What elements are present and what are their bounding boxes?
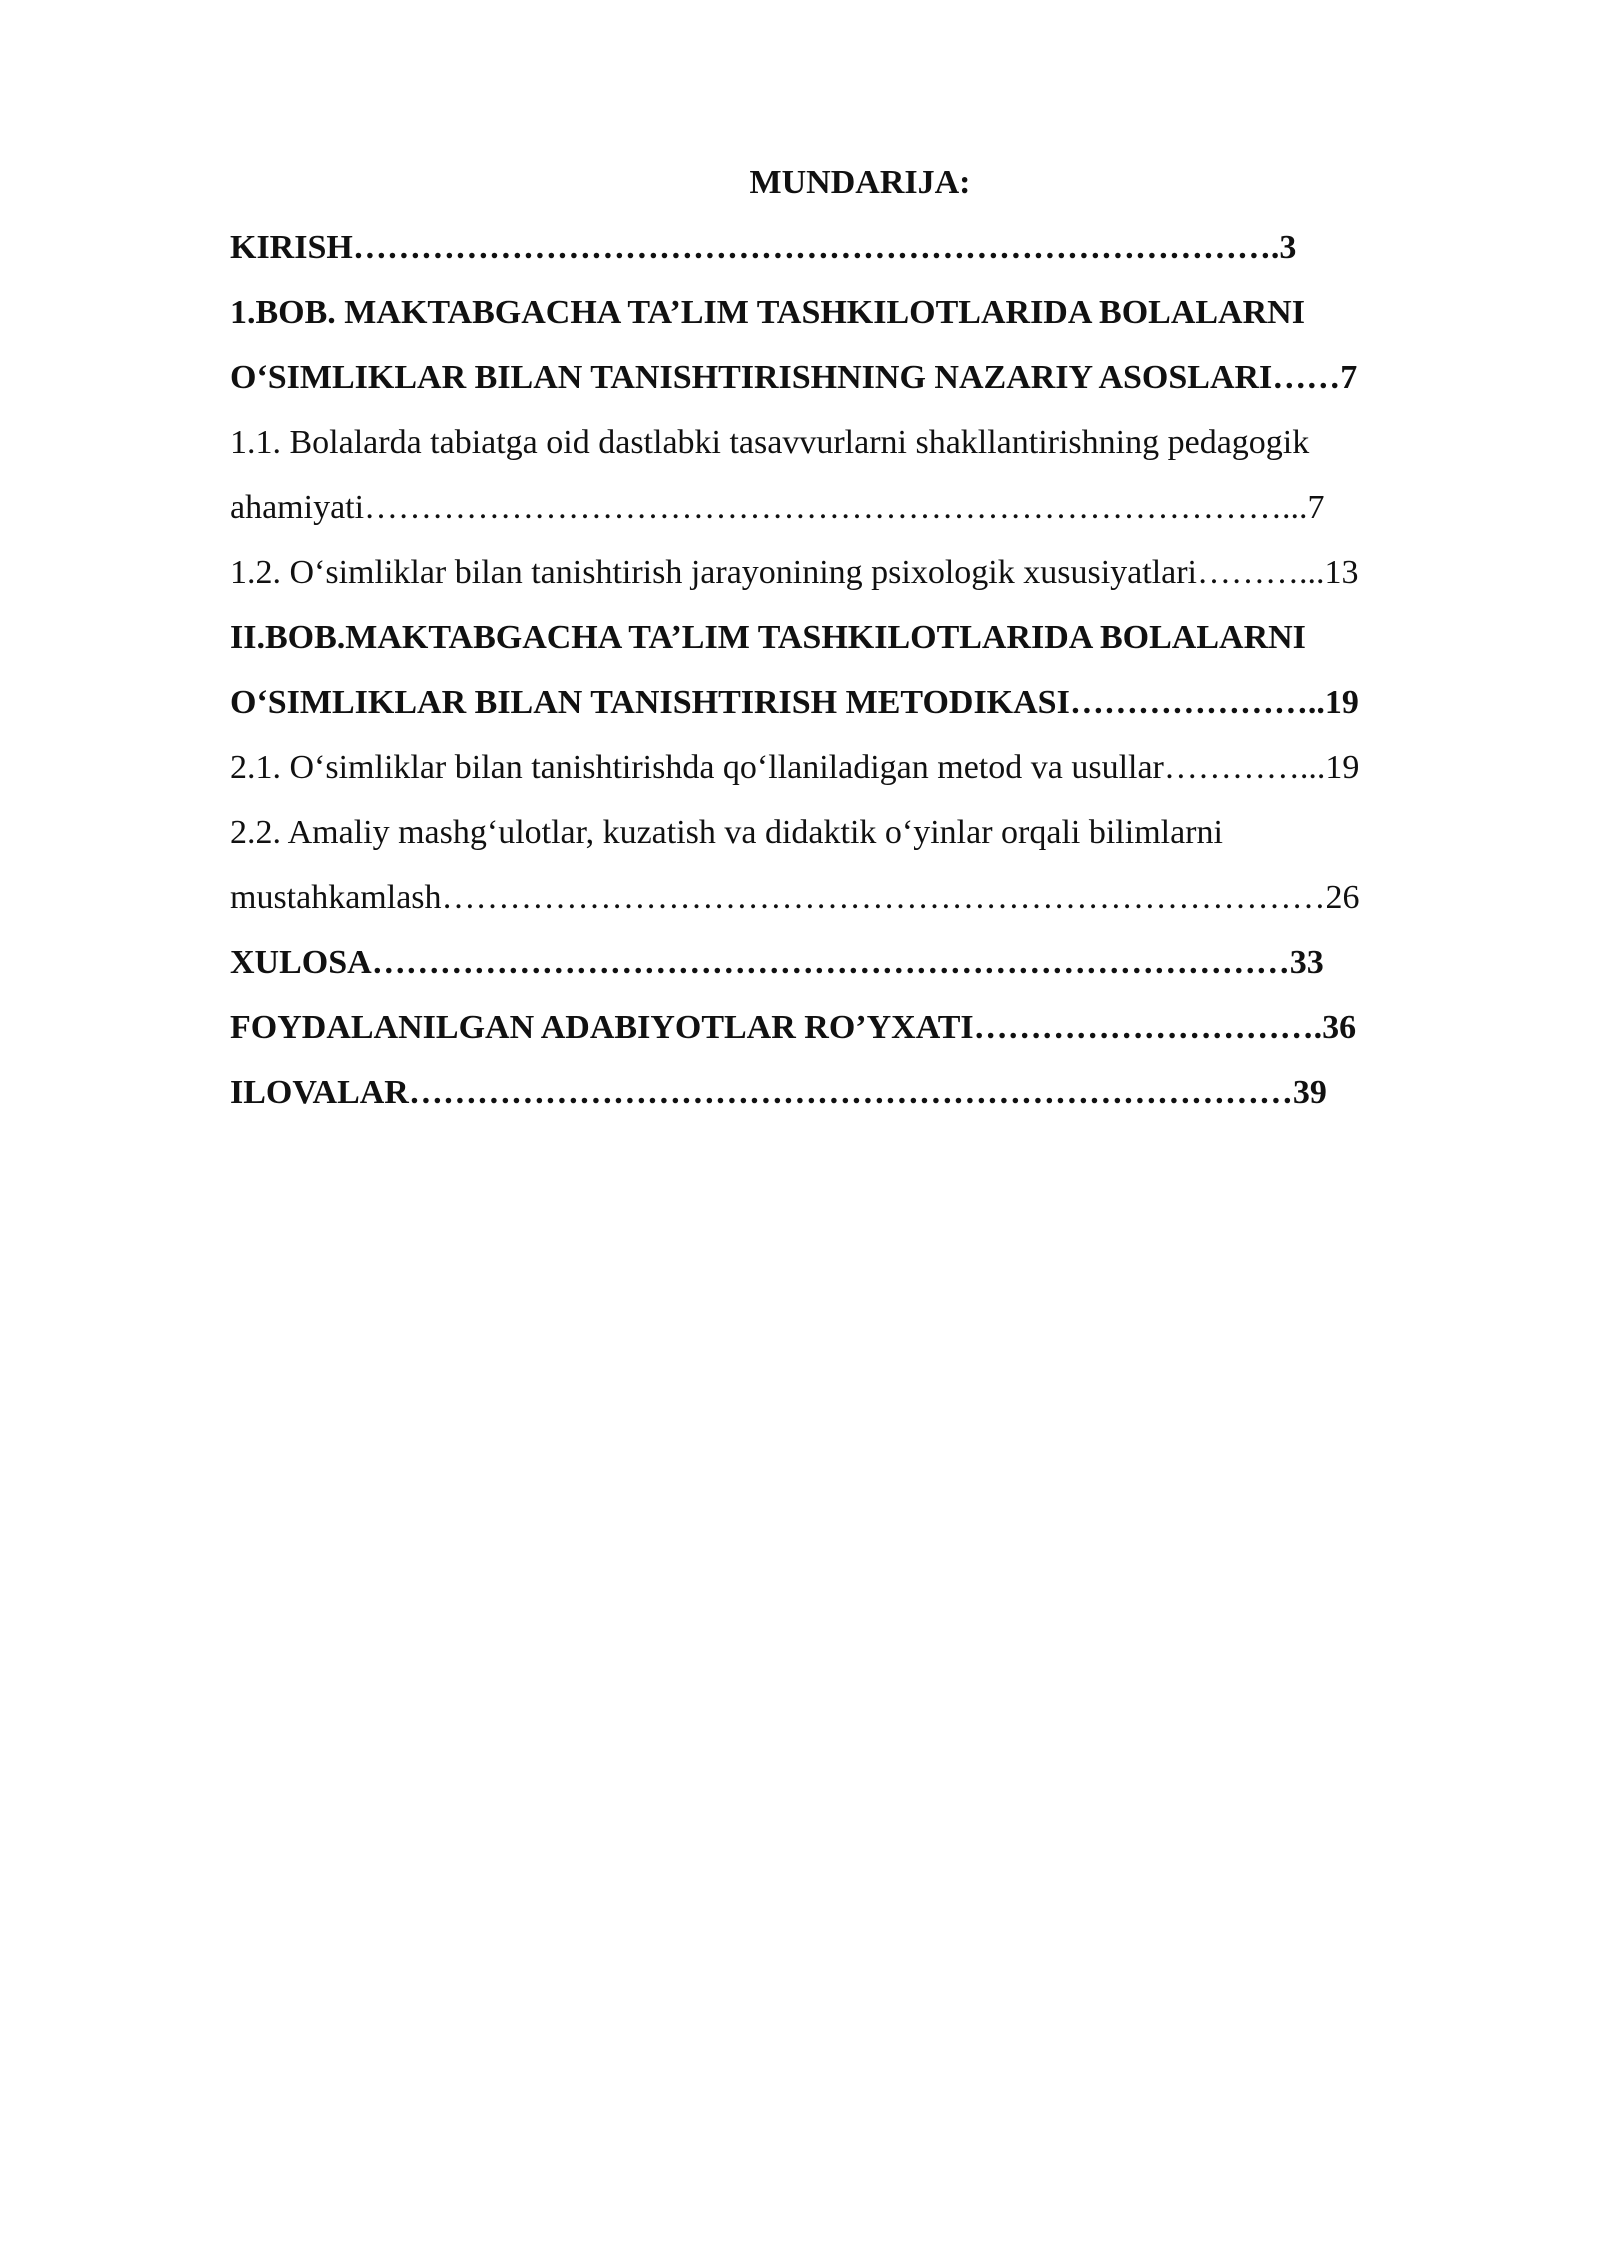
toc-line: mustahkamlash……………………………………………………………………26	[230, 879, 1360, 916]
toc-line: O‘SIMLIKLAR BILAN TANISHTIRISH METODIKASI…………………..19	[230, 684, 1359, 721]
table-of-contents	[230, 150, 1490, 1125]
toc-line: 2.2. Amaliy mashg‘ulotlar, kuzatish va didaktik o‘yinlar orqali bilimlarni	[230, 814, 1223, 851]
toc-line: XULOSA………………………………………………………………………33	[230, 944, 1324, 981]
toc-line: ahamiyati………………………………………………………………………...7	[230, 489, 1325, 526]
toc-line: O‘SIMLIKLAR BILAN TANISHTIRISHNING NAZARIY ASOSLARI……7	[230, 359, 1358, 396]
toc-line: ILOVALAR……………………………………………………………………39	[230, 1074, 1327, 1111]
toc-line: 1.BOB. MAKTABGACHA TA’LIM TASHKILOTLARIDA BOLALARNI	[230, 294, 1305, 331]
toc-line: II.BOB.MAKTABGACHA TA’LIM TASHKILOTLARIDA BOLALARNI	[230, 619, 1306, 656]
toc-line: 1.2. O‘simliklar bilan tanishtirish jarayonining psixologik xususiyatlari………...13	[230, 554, 1359, 591]
toc-title: MUNDARIJA:	[749, 164, 971, 201]
toc-line: 2.1. O‘simliklar bilan tanishtirishda qo‘llaniladigan metod va usullar…………...19	[230, 749, 1360, 786]
toc-line: KIRISH……………………………………………………………………….3	[230, 229, 1297, 266]
toc-line: 1.1. Bolalarda tabiatga oid dastlabki tasavvurlarni shakllantirishning pedagogik	[230, 424, 1310, 461]
toc-line: FOYDALANILGAN ADABIYOTLAR RO’YXATI………………………….36	[230, 1009, 1357, 1046]
